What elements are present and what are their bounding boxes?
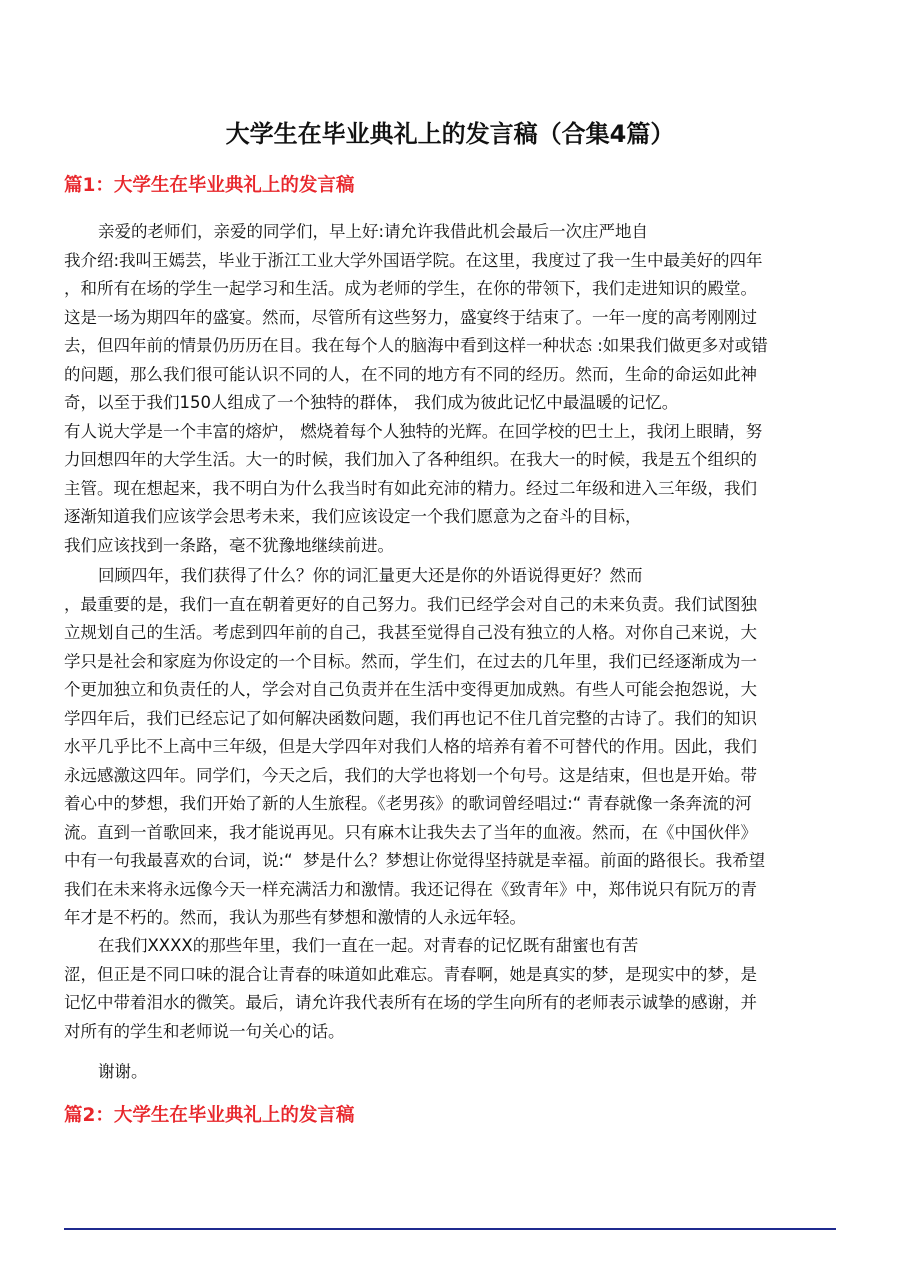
text-line: 我们应该找到一条路，毫不犹豫地继续前进。	[64, 535, 394, 555]
text-line: 我们在未来将永远像今天一样充满活力和激情。我还记得在《致青年》中，郑伟说只有阮万的青	[64, 879, 757, 899]
text-line: 去，但四年前的情景仍历历在目。我在每个人的脑海中看到这样一种状态 :如果我们做更多对或错	[64, 336, 768, 355]
text-line: 主管。现在想起来，我不明白为什么我当时有如此充沛的精力。经过二年级和进入三年级，我们	[64, 478, 757, 498]
text-line: 逐渐知道我们应该学会思考未来，我们应该设定一个我们愿意为之奋斗的目标，	[64, 507, 642, 526]
text-line: 奇，以至于我们150人组成了一个独特的群体， 我们成为彼此记忆中最温暖的记忆。	[64, 393, 679, 412]
text-line: 水平几乎比不上高中三年级，但是大学四年对我们人格的培养有着不可替代的作用。因此，我们	[64, 737, 757, 756]
text-line: 学只是社会和家庭为你设定的一个目标。然而，学生们，在过去的几年里，我们已经逐渐成为一	[64, 651, 757, 671]
text-line: 在我们XXXX的那些年里，我们一直在一起。对青春的记忆既有甜蜜也有苦	[98, 936, 639, 955]
paragraph-3	[64, 932, 844, 1046]
text-line: 着心中的梦想，我们开始了新的人生旅程。《老男孩》的歌词曾经唱过:“ 青春就像一条奔流的河	[64, 794, 752, 813]
text-line: 我介绍:我叫王嫣芸，毕业于浙江工业大学外国语学院。在这里，我度过了我一生中最美好的四年	[64, 250, 763, 270]
text-line: 回顾四年，我们获得了什么？你的词汇量更大还是你的外语说得更好？然而	[98, 566, 643, 585]
text-line: 立规划自己的生活。考虑到四年前的自己，我甚至觉得自己没有独立的人格。对你自己来说，大	[64, 623, 757, 642]
text-line: 个更加独立和负责任的人，学会对自己负责并在生活中变得更加成熟。有些人可能会抱怨说，大	[64, 680, 757, 699]
text-line: 记忆中带着泪水的微笑。最后，请允许我代表所有在场的学生向所有的老师表示诚挚的感谢，并	[64, 993, 757, 1012]
section-heading-1: 篇1：大学生在毕业典礼上的发言稿	[64, 175, 355, 196]
text-line: 亲爱的老师们，亲爱的同学们，早上好:请允许我借此机会最后一次庄严地自	[98, 222, 649, 241]
document-title: 大学生在毕业典礼上的发言稿（合集4篇）	[225, 120, 675, 148]
text-line: 中有一句我最喜欢的台词，说:“ 梦是什么？梦想让你觉得坚持就是幸福。前面的路很长。我希望	[64, 851, 766, 870]
text-line: 年才是不朽的。然而，我认为那些有梦想和激情的人永远年轻。	[64, 908, 526, 927]
paragraph-2	[64, 562, 844, 933]
text-line: ，最重要的是，我们一直在朝着更好的自己努力。我们已经学会对自己的未来负责。我们试图独	[64, 594, 757, 614]
text-line: 谢谢。	[98, 1062, 148, 1081]
text-line: 对所有的学生和老师说一句关心的话。	[64, 1021, 345, 1041]
text-line: 学四年后，我们已经忘记了如何解决函数问题，我们再也记不住几首完整的古诗了。我们的知识	[64, 708, 757, 728]
text-line: ，和所有在场的学生一起学习和生活。成为老师的学生，在你的带领下，我们走进知识的殿堂。	[64, 279, 757, 298]
text-line: 的问题，那么我们很可能认识不同的人，在不同的地方有不同的经历。然而，生命的命运如此神	[64, 364, 757, 384]
text-line: 涩，但正是不同口味的混合让青春的味道如此难忘。青春啊，她是真实的梦，是现实中的梦，是	[64, 964, 757, 984]
text-line: 流。直到一首歌回来，我才能说再见。只有麻木让我失去了当年的血液。然而，在《中国伙伴》	[64, 822, 757, 842]
text-line: 力回想四年的大学生活。大一的时候，我们加入了各种组织。在我大一的时候，我是五个组织的	[64, 450, 757, 469]
paragraph-1	[64, 218, 844, 560]
text-line: 永远感激这四年。同学们，今天之后，我们的大学也将划一个句号。这是结束，但也是开始。带	[64, 765, 757, 785]
section-heading-2: 篇2：大学生在毕业典礼上的发言稿	[64, 1105, 355, 1126]
text-line: 有人说大学是一个丰富的熔炉， 燃烧着每个人独特的光辉。在回学校的巴士上，我闭上眼睛，努	[64, 421, 763, 441]
paragraph-4	[64, 1058, 844, 1087]
footer-divider	[64, 1228, 836, 1230]
text-line: 这是一场为期四年的盛宴。然而，尽管所有这些努力，盛宴终于结束了。一年一度的高考刚刚过	[64, 307, 757, 327]
